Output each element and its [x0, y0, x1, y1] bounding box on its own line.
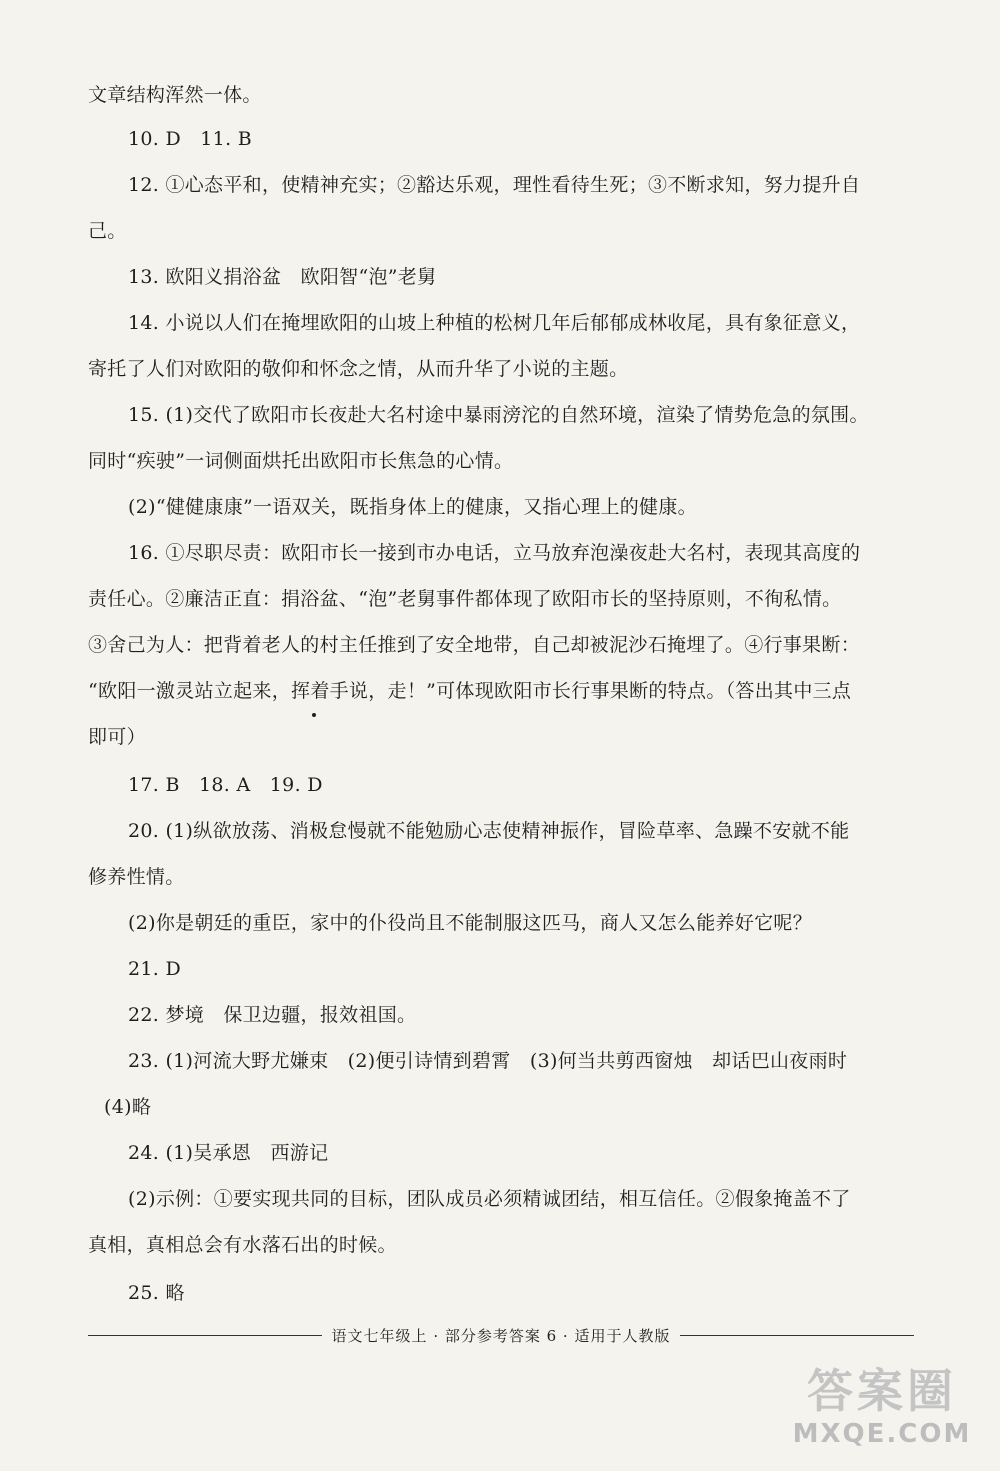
watermark-site: MXQE.COM: [792, 1419, 972, 1449]
text-line: 修养性情。: [88, 866, 185, 888]
footer-rule-right: [680, 1335, 914, 1336]
answer-21: 21. D: [128, 958, 181, 980]
text-line: 即可）: [88, 726, 146, 748]
watermark-logo: 答案圈: [807, 1364, 957, 1418]
answer-20-2: (2)你是朝廷的重臣，家中的仆役尚且不能制服这匹马，商人又怎么能养好它呢？: [128, 912, 813, 934]
text-line: “欧阳一激灵站立起来，挥着手说，走！”可体现欧阳市长行事果断的特点。（答出其中三点: [88, 680, 852, 702]
page-footer: [88, 1323, 914, 1347]
answer-25: 25. 略: [128, 1282, 185, 1304]
watermark: [782, 1363, 982, 1463]
footer-rule-left: [88, 1335, 322, 1336]
text-line: 己。: [88, 220, 127, 242]
emphasis-dot: [312, 713, 316, 717]
answer-23: 23. (1)河流大野尤嫌束 (2)便引诗情到碧霄 (3)何当共剪西窗烛 却话巴山夜雨时: [128, 1050, 848, 1072]
answer-20: 20. (1)纵欲放荡、消极怠慢就不能勉励心志使精神振作，冒险草率、急躁不安就不能: [128, 820, 850, 842]
answer-24: 24. (1)吴承恩 西游记: [128, 1142, 329, 1164]
answer-12: 12. ①心态平和，使精神充实；②豁达乐观，理性看待生死；③不断求知，努力提升自: [128, 174, 861, 196]
answer-14: 14. 小说以人们在掩埋欧阳的山坡上种植的松树几年后郁郁成林收尾，具有象征意义，: [128, 312, 861, 334]
answer-13: 13. 欧阳义捐浴盆 欧阳智“泡”老舅: [128, 266, 437, 288]
text-line: 寄托了人们对欧阳的敬仰和怀念之情，从而升华了小说的主题。: [88, 358, 629, 380]
text-line: 文章结构浑然一体。: [88, 84, 262, 106]
text-line: ③舍己为人：把背着老人的村主任推到了安全地带，自己却被泥沙石掩埋了。④行事果断：: [88, 634, 861, 656]
text-line: (4)略: [104, 1096, 152, 1118]
answer-16: 16. ①尽职尽责：欧阳市长一接到市办电话，立马放弃泡澡夜赴大名村，表现其高度的: [128, 542, 861, 564]
footer-text: 语文七年级上 · 部分参考答案 6 · 适用于人教版: [331, 1326, 671, 1345]
answer-15-2: (2)“健健康康”一语双关，既指身体上的健康，又指心理上的健康。: [128, 496, 697, 518]
answer-15: 15. (1)交代了欧阳市长夜赴大名村途中暴雨滂沱的自然环境，渲染了情势危急的氛围。: [128, 404, 869, 426]
answer-10-11: 10. D 11. B: [128, 128, 253, 150]
text-line: 真相，真相总会有水落石出的时候。: [88, 1234, 397, 1256]
answer-17-19: 17. B 18. A 19. D: [128, 774, 323, 796]
text-line: 同时“疾驶”一词侧面烘托出欧阳市长焦急的心情。: [88, 450, 514, 472]
answer-22: 22. 梦境 保卫边疆，报效祖国。: [128, 1004, 417, 1026]
answer-24-2: (2)示例：①要实现共同的目标，团队成员必须精诚团结，相互信任。②假象掩盖不了: [128, 1188, 851, 1210]
text-line: 责任心。②廉洁正直：捐浴盆、“泡”老舅事件都体现了欧阳市长的坚持原则，不徇私情。: [88, 588, 842, 610]
